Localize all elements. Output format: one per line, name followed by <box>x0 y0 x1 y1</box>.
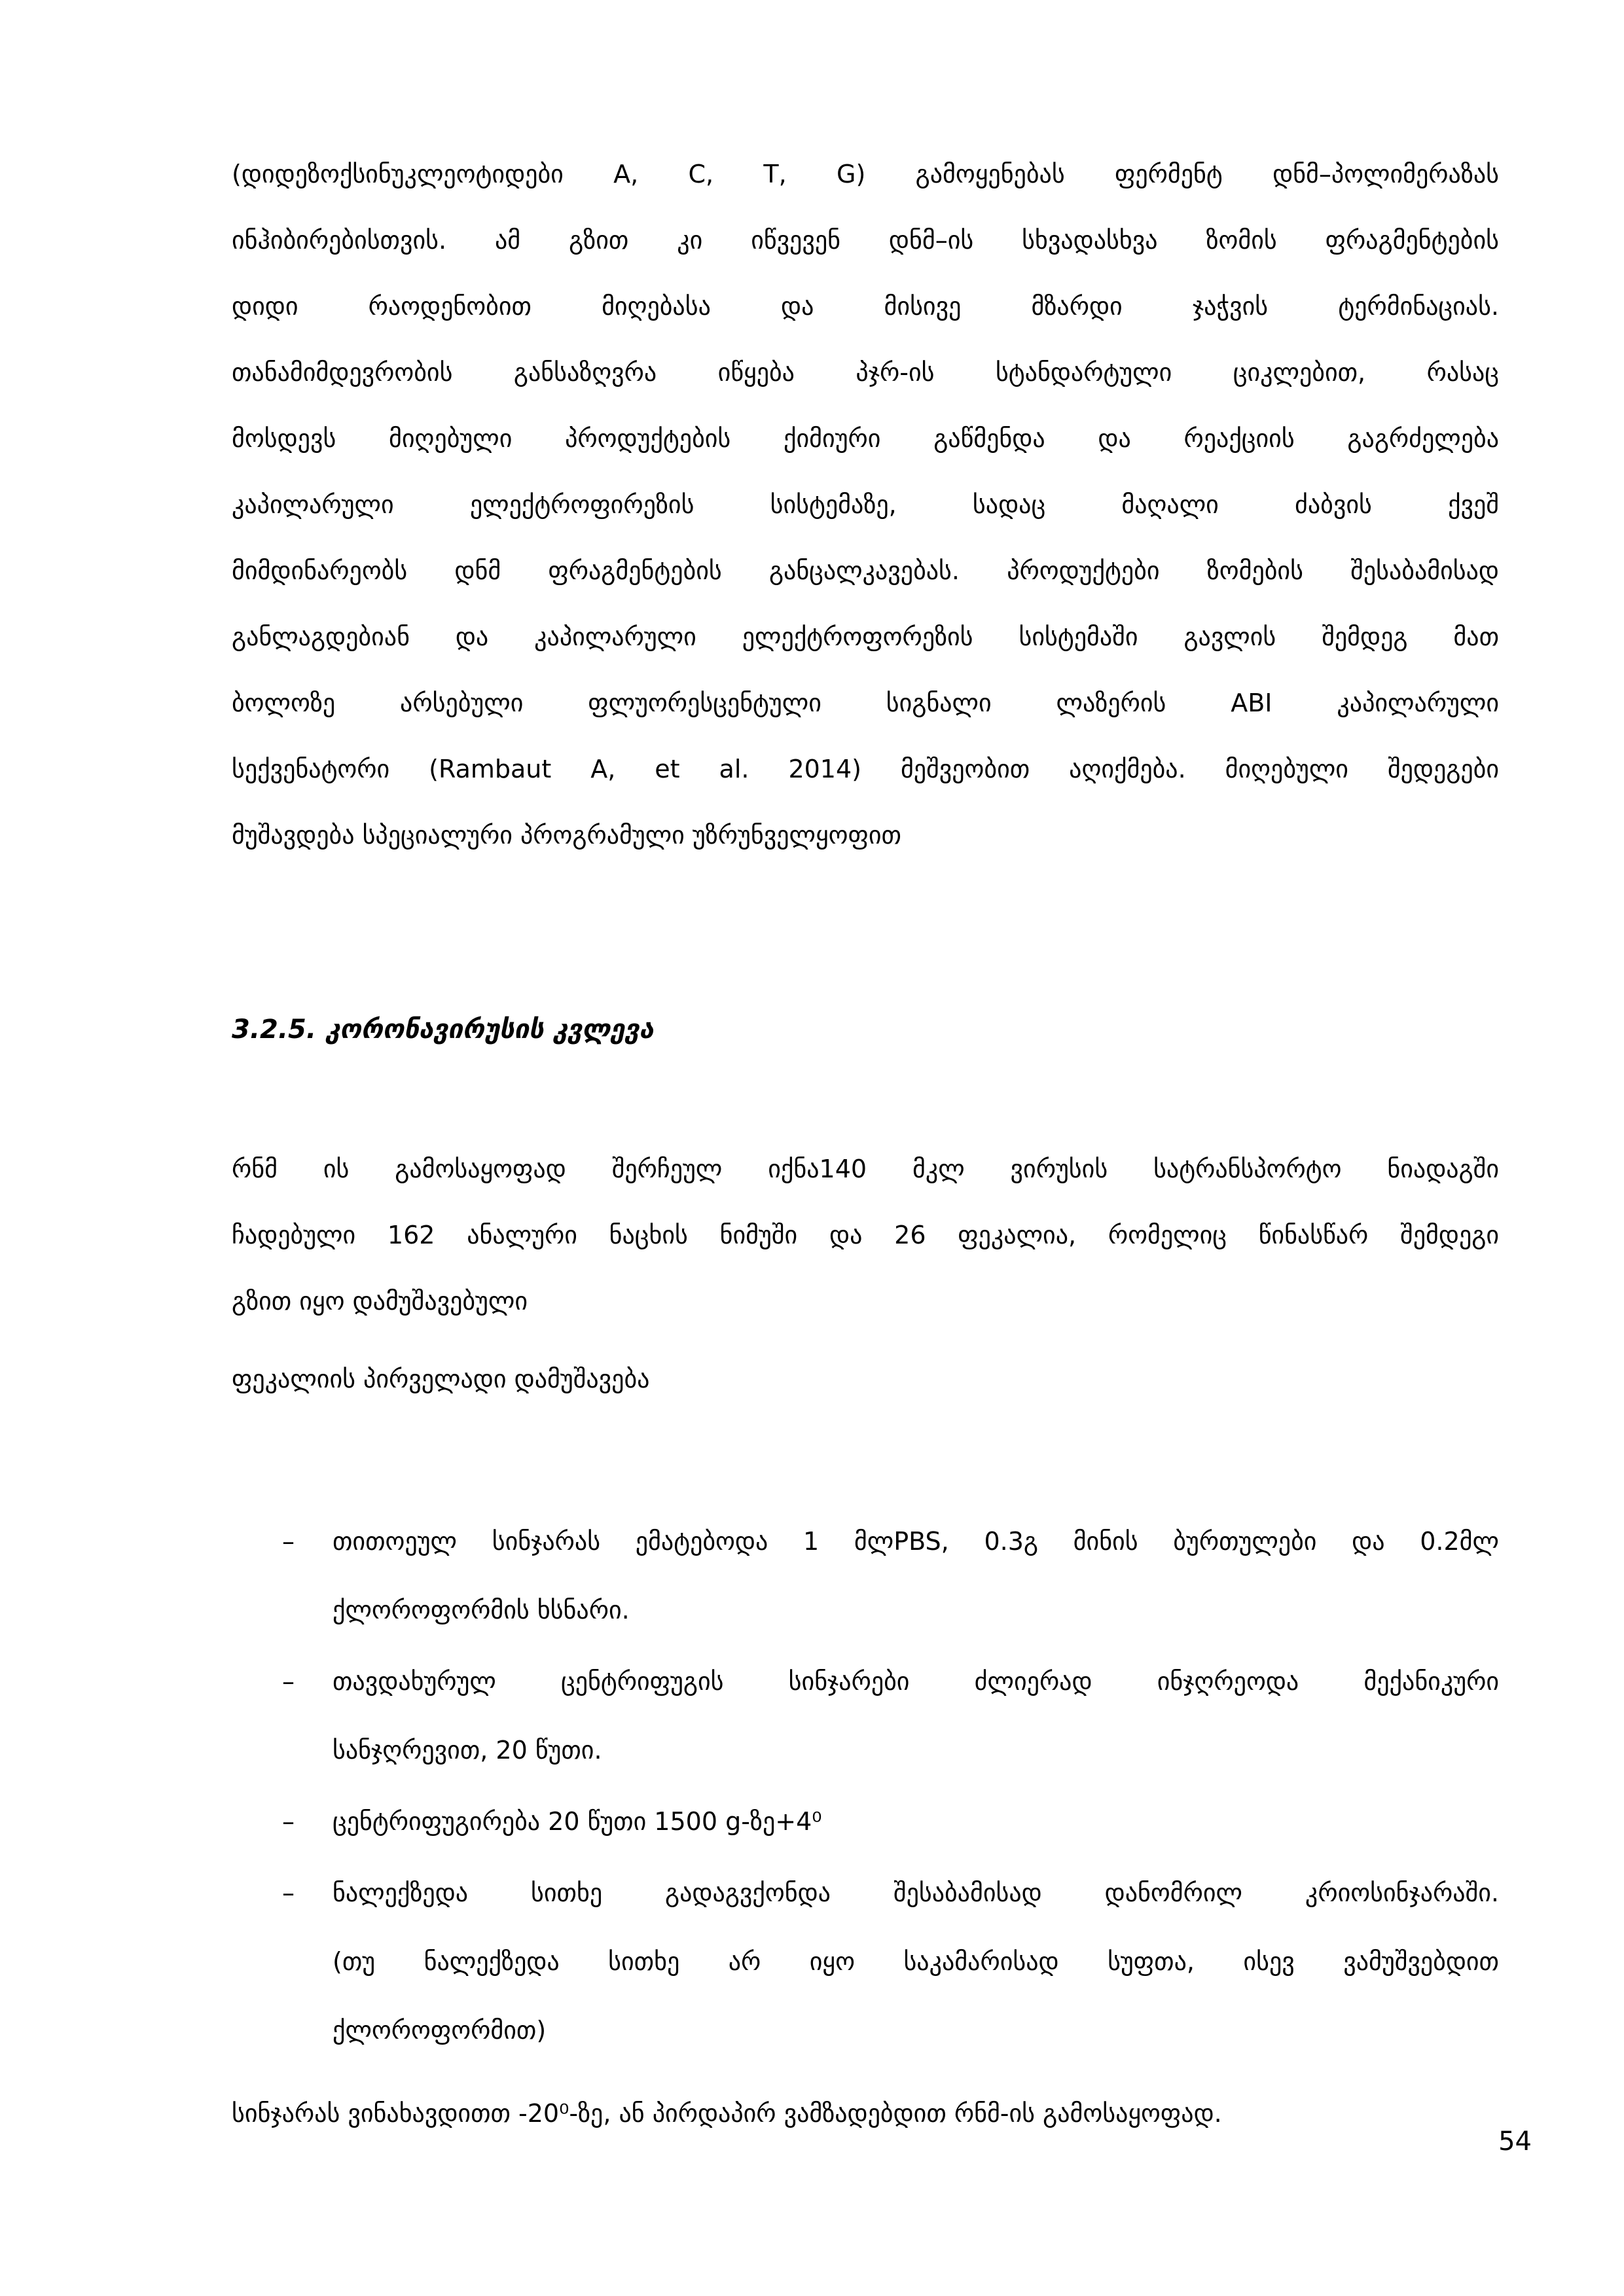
bullet-item <box>232 1507 1499 1645</box>
procedure-bullet-list <box>232 1507 1499 2065</box>
bullet-item <box>232 1647 1499 1785</box>
text-line: მიმდინარეობს დნმ ფრაგმენტების განცალკავებას. პროდუქტები ზომების შესაბამისად <box>232 556 1499 585</box>
text-line: ბოლოზე არსებული ფლუორესცენტული სიგნალი ლაზერის ABI კაპილარული <box>232 689 1499 717</box>
text-line: მუშავდება სპეციალური პროგრამული უზრუნველყოფით <box>232 821 901 850</box>
text-line: (თუ ნალექზედა სითხე არ იყო საკამარისად სუფთა, ისევ ვამუშვებდით <box>333 1947 1499 1976</box>
text-line: (დიდეზოქსინუკლეოტიდები A, C, T, G) გამოყენებას ფერმენტ დნმ–პოლიმერაზას <box>232 160 1499 188</box>
paragraph-coronavirus-study <box>232 1136 1499 1335</box>
text-line: განლაგდებიან და კაპილარული ელექტროფორეზის სისტემაში გავლის შემდეგ მათ <box>232 622 1499 651</box>
text-line: ქლოროფორმის ხსნარი. <box>333 1596 630 1624</box>
text-line: რნმ ის გამოსაყოფად შერჩეულ იქნა140 მკლ ვირუსის სატრანსპორტო ნიადაგში <box>232 1155 1499 1183</box>
text-line: ქლოროფორმით) <box>333 2016 547 2045</box>
bullet-item <box>232 1859 1499 2065</box>
bullet-dash-marker: – <box>282 1527 295 1556</box>
text-line: ინჰიბირებისთვის. ამ გზით კი იწვევენ დნმ–ის სხვადასხვა ზომის ფრაგმენტების <box>232 226 1499 255</box>
text-line: თითოეულ სინჯარას ემატებოდა 1 მლPBS, 0.3გ მინის ბურთულები და 0.2მლ <box>333 1527 1499 1556</box>
text-line: სექვენატორი (Rambaut A, et al. 2014) მეშვეობით აღიქმება. მიღებული შედეგები <box>232 755 1499 783</box>
section-heading: 3.2.5. კორონავირუსის კვლევა <box>232 1014 654 1045</box>
text-line: თანამიმდევრობის განსაზღვრა იწყება პჯრ-ის სტანდარტული ციკლებით, რასაც <box>232 358 1499 387</box>
text-line: მოსდევს მიღებული პროდუქტების ქიმიური გაწმენდა და რეაქციის გაგრძელება <box>232 424 1499 453</box>
bullet-dash-marker: – <box>282 1878 295 1907</box>
text-line: ცენტრიფუგირება 20 წუთი 1500 g-ზე+4⁰ <box>333 1807 822 1836</box>
text-line: დიდი რაოდენობით მიღებასა და მისივე მზარდი ჯაჭვის ტერმინაციას. <box>232 292 1499 321</box>
text-line: გზით იყო დამუშავებული <box>232 1287 528 1316</box>
text-line: ჩადებული 162 ანალური ნაცხის ნიმუში და 26 ფეკალია, რომელიც წინასწარ შემდეგი <box>232 1221 1499 1249</box>
closing-paragraph: სინჯარას ვინახავდითთ -20⁰-ზე, ან პირდაპირ ვამზადებდით რნმ-ის გამოსაყოფად. <box>232 2099 1222 2128</box>
page-number: 54 <box>1498 2126 1532 2157</box>
paragraph-sequencing-method <box>232 141 1499 869</box>
text-line: კაპილარული ელექტროფირეზის სისტემაზე, სადაც მაღალი ძაბვის ქვეშ <box>232 490 1499 519</box>
text-line: ნალექზედა სითხე გადაგვქონდა შესაბამისად დანომრილ კრიოსინჯარაში. <box>333 1878 1499 1907</box>
text-line: სანჯღრევით, 20 წუთი. <box>333 1736 602 1765</box>
bullet-dash-marker: – <box>282 1807 295 1836</box>
text-line: თავდახურულ ცენტრიფუგის სინჯარები ძლიერად ინჯღრეოდა მექანიკური <box>333 1667 1499 1696</box>
sub-heading-fecal-processing: ფეკალიის პირველადი დამუშავება <box>232 1365 650 1393</box>
bullet-dash-marker: – <box>282 1667 295 1696</box>
bullet-item <box>232 1787 1499 1856</box>
